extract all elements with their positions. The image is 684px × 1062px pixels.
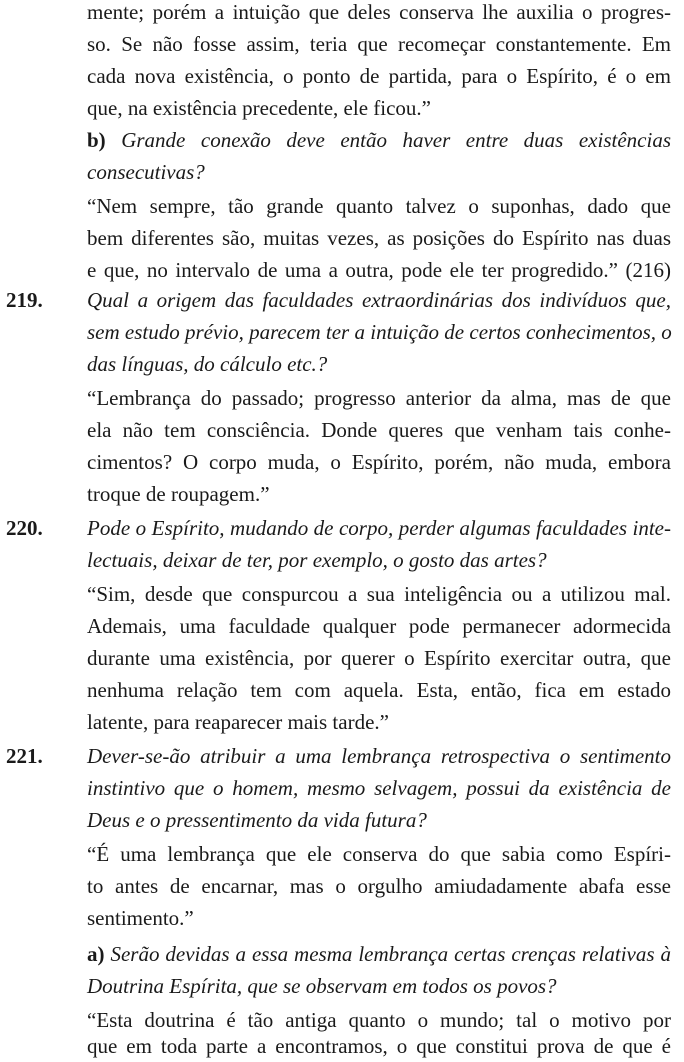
question-line: Dever-se-ão atribuir a uma lembrança retrospectiva o sentimento	[87, 744, 671, 768]
answer-line: durante uma existência, por querer o Espírito exercitar outra, que	[87, 646, 671, 670]
answer-line: bem diferentes são, muitas vezes, as posições do Espírito nas duas	[87, 226, 671, 250]
question-line: Pode o Espírito, mudando de corpo, perder algumas faculdades inte-	[87, 516, 671, 540]
subquestion-a-line	[87, 938, 671, 970]
answer-line: “Lembrança do passado; progresso anterior da alma, mas de que	[87, 386, 671, 410]
subquestion-b-text: Grande conexão deve então haver entre duas existências	[121, 128, 671, 152]
answer-line: sentimento.”	[87, 906, 194, 930]
answer-line: e que, no intervalo de uma a outra, pode ele ter progredido.” (216)	[87, 258, 671, 282]
question-line: sem estudo prévio, parecem ter a intuição de certos conhecimentos, o	[87, 320, 672, 344]
question-line: instintivo que o homem, mesmo selvagem, possui da existência de	[87, 776, 671, 800]
answer-line: troque de roupagem.”	[87, 482, 270, 506]
answer-line: que em toda parte a encontramos, o que constitui prova de que é	[87, 1034, 671, 1058]
answer-line: mente; porém a intuição que deles conserva lhe auxilia o progres-	[87, 0, 671, 24]
subquestion-b-line: consecutivas?	[87, 160, 205, 184]
question-line: lectuais, deixar de ter, por exemplo, o gosto das artes?	[87, 548, 547, 572]
subquestion-a-text: Serão devidas a essa mesma lembrança certas crenças relativas à	[110, 942, 671, 966]
subquestion-a-label: a)	[87, 942, 105, 966]
answer-line: latente, para reaparecer mais tarde.”	[87, 710, 389, 734]
answer-line: so. Se não fosse assim, teria que recomeçar constantemente. Em	[87, 32, 671, 56]
subquestion-a-line: Doutrina Espírita, que se observam em todos os povos?	[87, 974, 557, 998]
answer-line: “É uma lembrança que ele conserva do que sabia como Espíri-	[87, 842, 671, 866]
answer-line: ela não tem consciência. Donde queres que venham tais conhe-	[87, 418, 671, 442]
question-number: 221.	[6, 744, 43, 768]
question-line: das línguas, do cálculo etc.?	[87, 352, 328, 376]
answer-line: cada nova existência, o ponto de partida, para o Espírito, é o em	[87, 64, 671, 88]
answer-line: to antes de encarnar, mas o orgulho amiudadamente abafa esse	[87, 874, 671, 898]
answer-line: cimentos? O corpo muda, o Espírito, porém, não muda, embora	[87, 450, 671, 474]
subquestion-b-label: b)	[87, 128, 106, 152]
answer-line: “Nem sempre, tão grande quanto talvez o suponhas, dado que	[87, 194, 671, 218]
answer-line: “Esta doutrina é tão antiga quanto o mundo; tal o motivo por	[87, 1008, 671, 1032]
subquestion-b-line	[87, 124, 671, 156]
answer-line: “Sim, desde que conspurcou a sua inteligência ou a utilizou mal.	[87, 582, 671, 606]
answer-line: que, na existência precedente, ele ficou.”	[87, 96, 431, 120]
answer-line: Ademais, uma faculdade qualquer pode permanecer adormecida	[87, 614, 671, 638]
question-number: 219.	[6, 288, 43, 312]
question-line: Qual a origem das faculdades extraordinárias dos indivíduos que,	[87, 288, 671, 312]
answer-line: nenhuma relação tem com aquela. Esta, então, fica em estado	[87, 678, 671, 702]
question-number: 220.	[6, 516, 43, 540]
question-line: Deus e o pressentimento da vida futura?	[87, 808, 427, 832]
